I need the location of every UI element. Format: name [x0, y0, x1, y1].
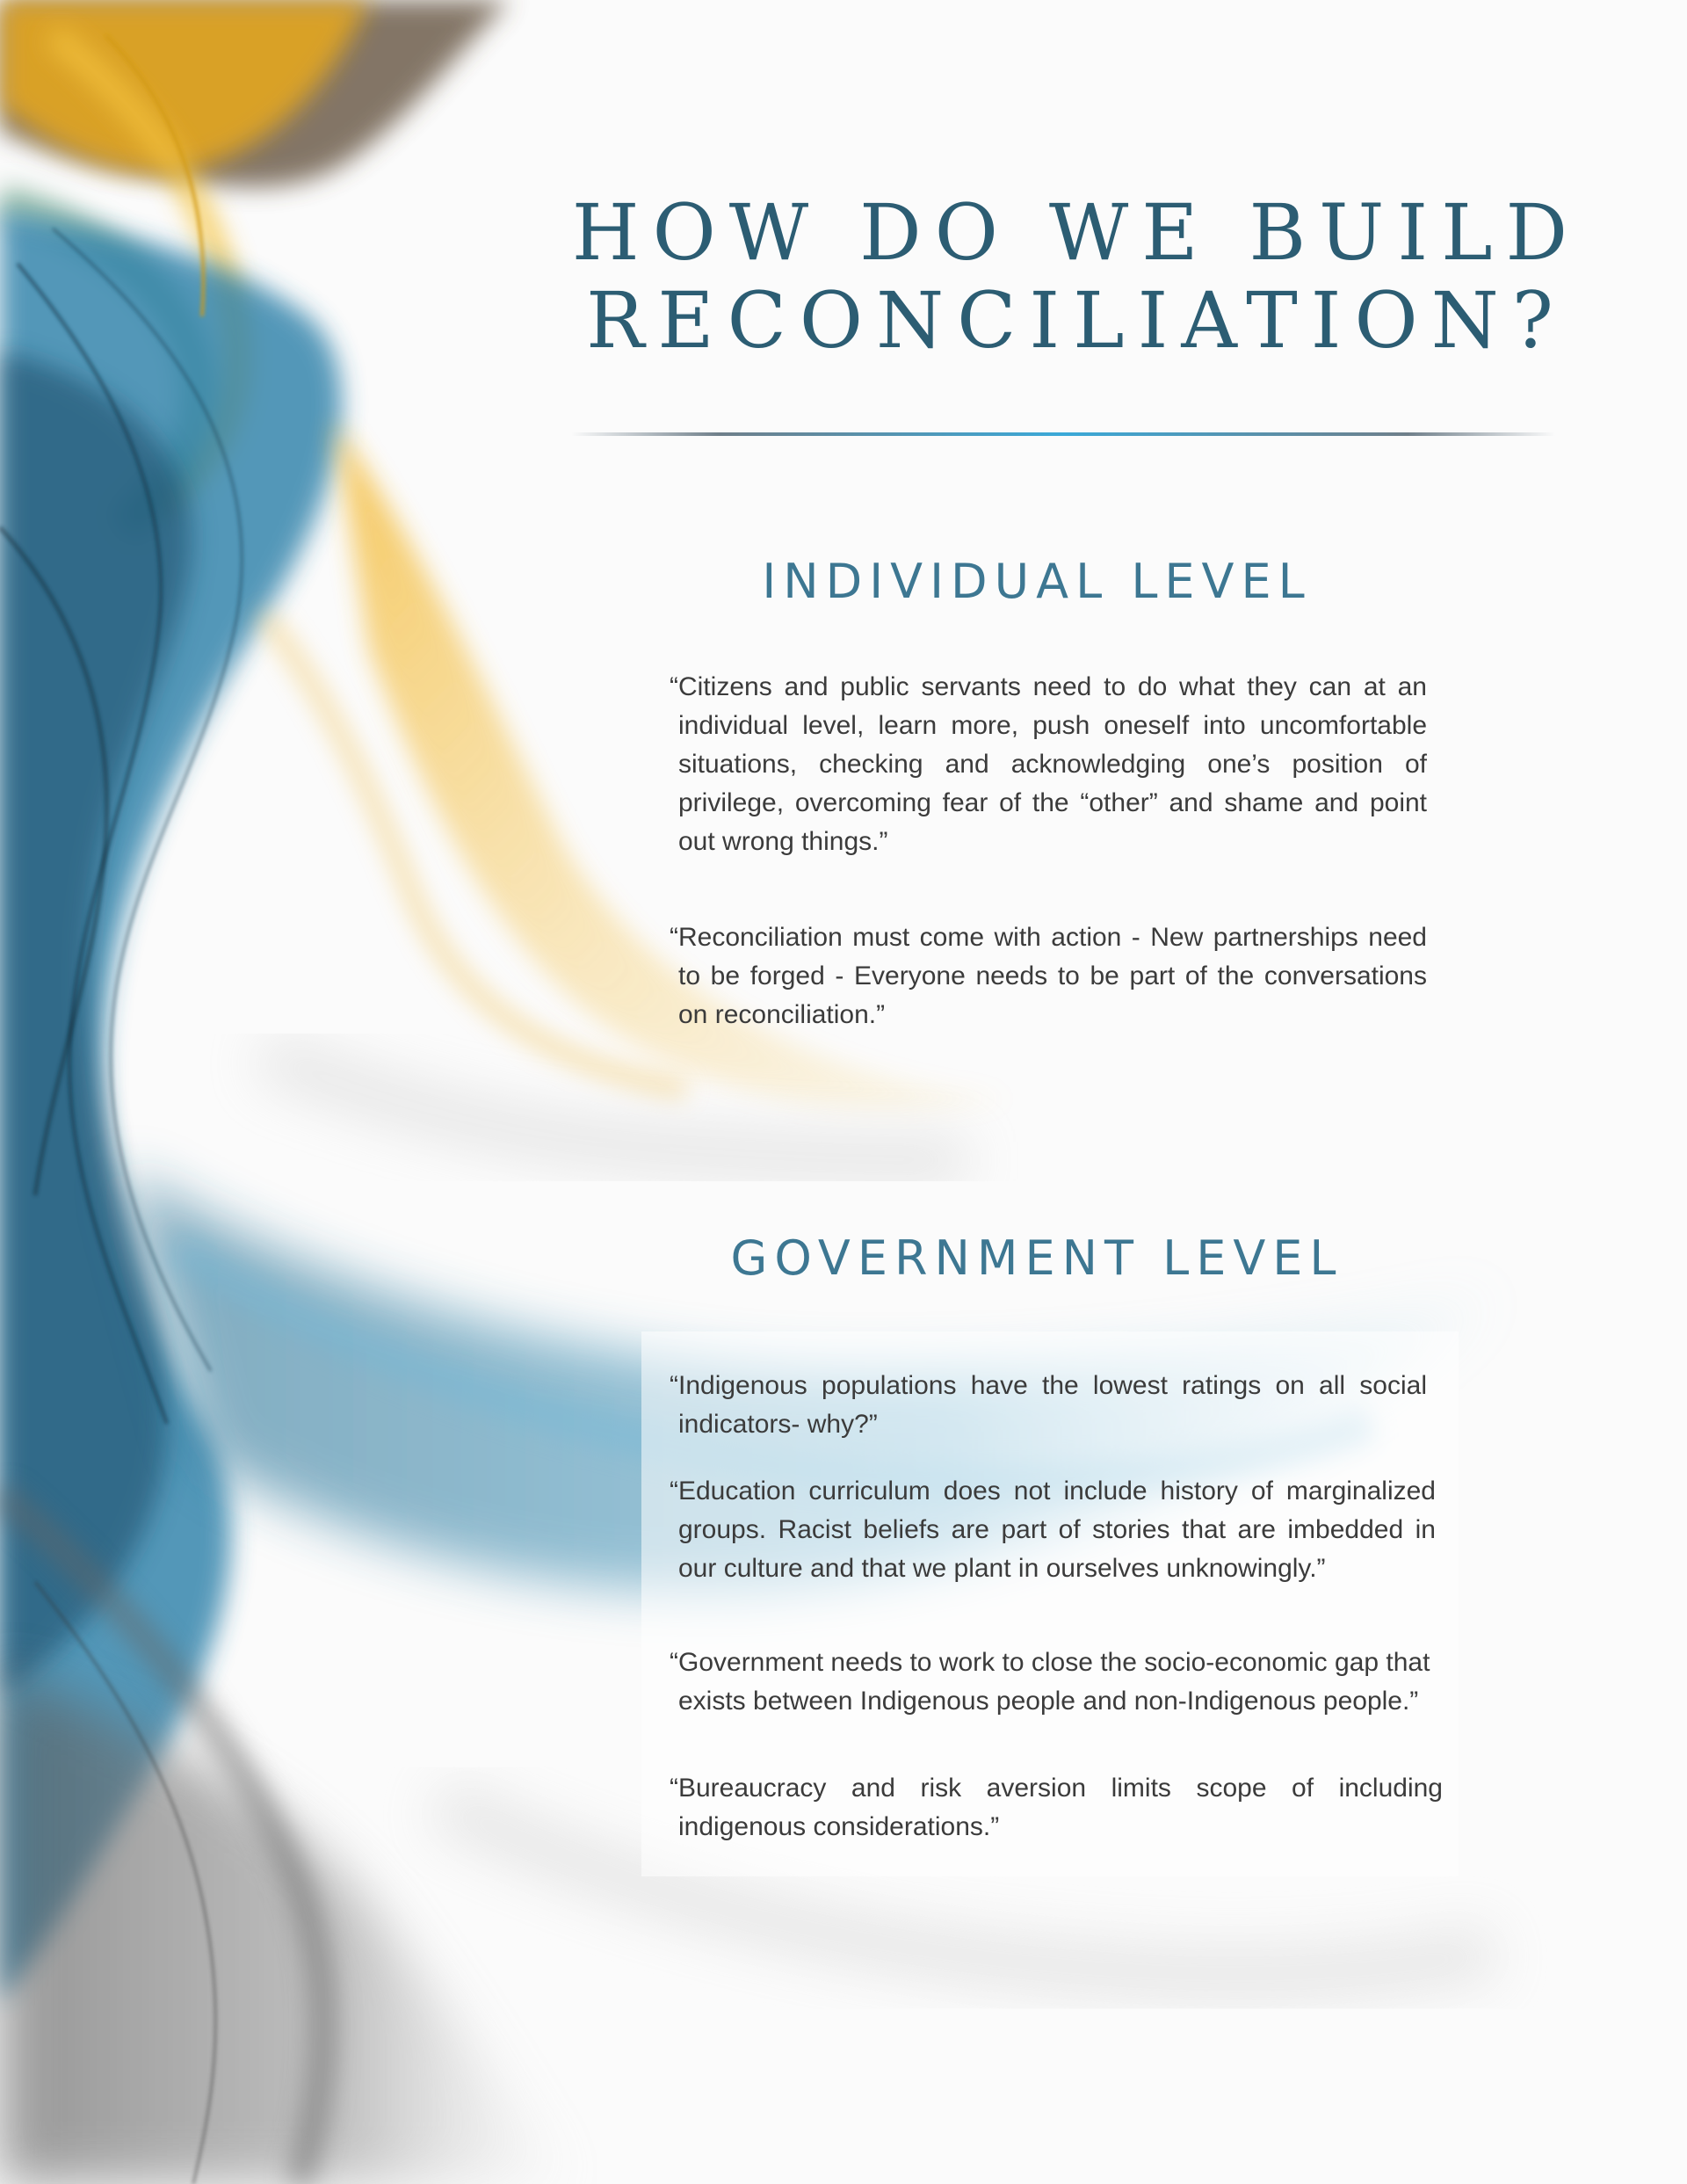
- individual-quote: “Reconciliation must come with action - New partnerships need to be forged - Everyone needs to be part of the conversations on reconciliation.”: [670, 923, 1427, 1029]
- title-divider: [571, 432, 1555, 436]
- government-quote: “Government needs to work to close the socio-economic gap that exists between Indigenous people and non-Indigenous people.”: [670, 1648, 1430, 1716]
- government-quote: “Indigenous populations have the lowest ratings on all social indicators- why?”: [670, 1371, 1427, 1439]
- individual-quote: “Citizens and public servants need to do what they can at an individual level, learn more, push oneself into uncomfortable situations, checking and acknowledging one’s position of privilege, overcoming fear of the “other” and shame and point out wrong things.”: [670, 672, 1427, 856]
- page-title-line-1: HOW DO WE BUILD: [571, 187, 1582, 278]
- page-title-line-2: RECONCILIATION?: [586, 275, 1567, 366]
- government-quote: “Bureaucracy and risk aversion limits scope of including indigenous considerations.”: [670, 1774, 1443, 1841]
- page-title: [562, 189, 1590, 365]
- government-quote: “Education curriculum does not include history of marginalized groups. Racist beliefs are part of stories that are imbedded in our culture and that we plant in ourselves unknowingly.”: [670, 1477, 1436, 1583]
- government-level-heading: GOVERNMENT LEVEL: [730, 1230, 1343, 1286]
- individual-level-heading: INDIVIDUAL LEVEL: [762, 554, 1312, 609]
